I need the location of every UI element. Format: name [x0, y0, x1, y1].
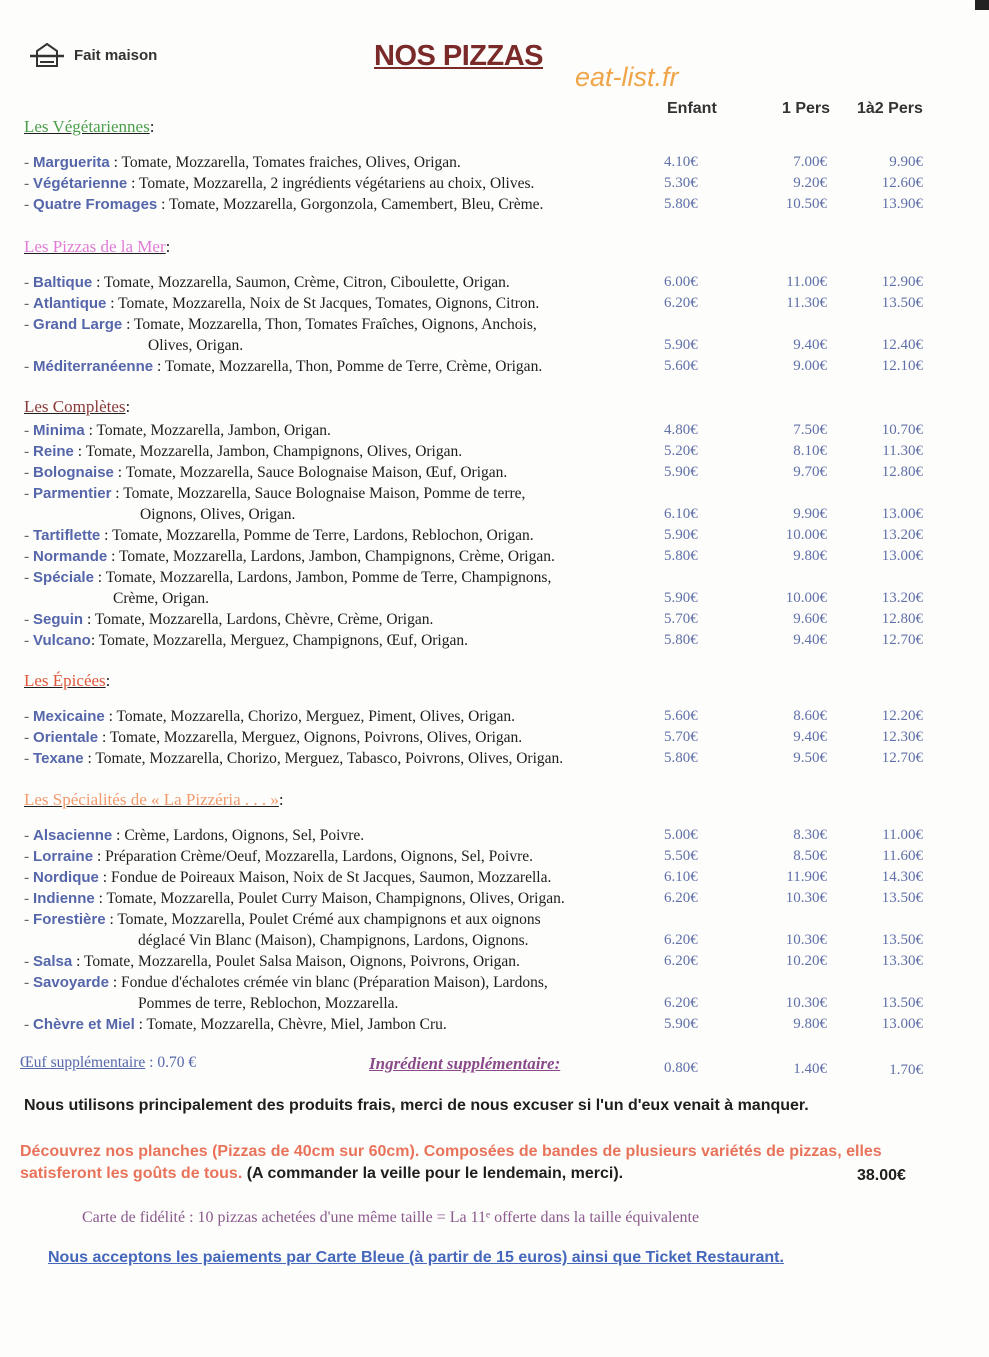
item-name: Nordique — [33, 869, 99, 886]
price-1pers: 10.00€ — [785, 527, 827, 543]
price-1pers: 9.40€ — [793, 632, 827, 648]
item-separator: : — [108, 974, 121, 991]
price-1a2pers: 12.20€ — [881, 708, 923, 724]
item-name: Savoyarde — [33, 974, 109, 991]
price-1a2pers: 13.90€ — [881, 196, 923, 212]
menu-item — [24, 727, 522, 748]
oeuf-supplement-label: Œuf supplémentaire — [20, 1054, 146, 1071]
ingredient-supplement-enfant: 0.80€ — [664, 1060, 698, 1076]
item-name: Marguerita — [33, 154, 110, 171]
item-description: Tomate, Mozzarella, Lardons, Jambon, Champignons, Crème, Origan. — [119, 548, 555, 565]
item-bullet: - — [24, 548, 34, 565]
item-name: Minima — [33, 422, 85, 439]
item-description: Tomate, Mozzarella, Merguez, Champignons, Œuf, Origan. — [98, 632, 468, 649]
item-separator: : — [93, 848, 106, 865]
item-description: Tomate, Mozzarella, Jambon, Origan. — [96, 422, 331, 439]
ingredient-supplement-1pers: 1.40€ — [793, 1061, 827, 1077]
menu-item — [24, 194, 543, 215]
item-separator: : — [83, 750, 96, 767]
item-name: Quatre Fromages — [33, 196, 158, 213]
menu-item — [24, 567, 551, 588]
item-separator: : — [106, 295, 119, 312]
item-name: Parmentier — [33, 485, 112, 502]
item-bullet: - — [24, 632, 34, 649]
section-title-text: Les Végétariennes — [24, 117, 150, 136]
price-1pers: 9.90€ — [793, 506, 827, 522]
fresh-products-note: Nous utilisons principalement des produits frais, merci de nous excuser si l'un d'eux venait à manquer. — [24, 1097, 809, 1114]
item-bullet: - — [24, 274, 34, 291]
item-bullet: - — [24, 485, 34, 502]
section-title-suffix: : — [165, 237, 171, 256]
section-title-suffix: : — [125, 397, 131, 416]
item-separator: : — [111, 485, 124, 502]
item-name: Salsa — [33, 953, 73, 970]
item-separator: : — [98, 869, 111, 886]
price-enfant: 5.90€ — [664, 337, 698, 353]
price-1a2pers: 14.30€ — [881, 869, 923, 885]
item-description: Tomate, Mozzarella, Chèvre, Miel, Jambon Cru. — [146, 1016, 447, 1033]
house-icon — [30, 42, 64, 68]
menu-item — [24, 1014, 447, 1035]
item-name: Orientale — [33, 729, 99, 746]
price-enfant: 6.20€ — [664, 890, 698, 906]
price-1pers: 9.20€ — [793, 175, 827, 191]
item-description-continued: Pommes de terre, Reblochon, Mozzarella. — [138, 995, 399, 1012]
menu-item — [24, 867, 551, 888]
menu-item — [24, 630, 468, 651]
item-separator: : — [134, 1016, 147, 1033]
menu-item — [24, 609, 433, 630]
menu-item — [24, 152, 461, 173]
price-enfant: 6.10€ — [664, 869, 698, 885]
item-description: Préparation Crème/Oeuf, Mozzarella, Lardons, Oignons, Sel, Poivre. — [105, 848, 533, 865]
column-header-1pers: 1 Pers — [782, 100, 831, 117]
item-description: Tomate, Mozzarella, Lardons, Chèvre, Crème, Origan. — [94, 611, 434, 628]
item-description: Tomate, Mozzarella, Gorgonzola, Camembert, Bleu, Crème. — [169, 196, 544, 213]
item-name: Seguin — [33, 611, 84, 628]
price-1a2pers: 13.50€ — [881, 995, 923, 1011]
price-1pers: 9.40€ — [793, 337, 827, 353]
price-1a2pers: 13.50€ — [881, 295, 923, 311]
price-1pers: 11.90€ — [786, 869, 827, 885]
price-1pers: 8.60€ — [793, 708, 827, 724]
item-bullet: - — [24, 569, 34, 586]
section-title-text: Les Spécialités de « La Pizzéria . . . » — [24, 790, 279, 809]
item-bullet: - — [24, 869, 34, 886]
menu-item — [24, 546, 555, 567]
price-enfant: 5.90€ — [664, 464, 698, 480]
menu-item — [24, 888, 565, 909]
item-description: Tomate, Mozzarella, Poulet Curry Maison, Champignons, Olives, Origan. — [106, 890, 565, 907]
item-bullet: - — [24, 953, 34, 970]
price-enfant: 5.90€ — [664, 1016, 698, 1032]
item-bullet: - — [24, 175, 34, 192]
item-description-continued: Olives, Origan. — [148, 337, 244, 354]
payment-note: Nous acceptons les paiements par Carte Bleue (à partir de 15 euros) ainsi que Ticket Restaurant. — [48, 1249, 784, 1266]
planches-price: 38.00€ — [857, 1167, 906, 1184]
item-bullet: - — [24, 295, 34, 312]
item-name: Texane — [33, 750, 84, 767]
item-name: Indienne — [33, 890, 95, 907]
price-1a2pers: 12.90€ — [881, 274, 923, 290]
item-separator: : — [105, 911, 118, 928]
item-bullet: - — [24, 974, 34, 991]
price-enfant: 6.20€ — [664, 995, 698, 1011]
item-description: Tomate, Mozzarella, Noix de St Jacques, Tomates, Oignons, Citron. — [118, 295, 540, 312]
menu-item — [24, 825, 364, 846]
section-title — [24, 117, 154, 137]
oeuf-supplement-price: : 0.70 € — [145, 1054, 197, 1071]
item-description: Tomate, Mozzarella, 2 ingrédients végétariens au choix, Olives. — [139, 175, 535, 192]
price-1a2pers: 9.90€ — [889, 154, 923, 170]
price-1a2pers: 12.80€ — [881, 611, 923, 627]
ingredient-supplement-label: Ingrédient supplémentaire: — [369, 1054, 561, 1073]
price-1a2pers: 12.40€ — [881, 337, 923, 353]
page-title: NOS PIZZAS — [374, 40, 544, 72]
item-bullet: - — [24, 196, 34, 213]
price-1a2pers: 11.30€ — [882, 443, 923, 459]
menu-item — [24, 356, 542, 377]
item-description-continued: déglacé Vin Blanc (Maison), Champignons, Lardons, Oignons. — [138, 932, 529, 949]
section-title — [24, 237, 170, 257]
item-bullet: - — [24, 316, 34, 333]
price-1a2pers: 13.00€ — [881, 1016, 923, 1032]
price-1pers: 10.20€ — [785, 953, 827, 969]
planches-description: Découvrez nos planches (Pizzas de 40cm sur 60cm). Composées de bandes de plusieurs variétés de pizzas, elles satisferont les goûts de tous. — [20, 1143, 882, 1182]
price-1a2pers: 12.70€ — [881, 750, 923, 766]
menu-item — [24, 420, 331, 441]
item-separator: : — [72, 953, 85, 970]
item-name: Végétarienne — [33, 175, 128, 192]
item-bullet: - — [24, 848, 34, 865]
section-title-suffix: : — [278, 790, 284, 809]
item-description: Tomate, Mozzarella, Lardons, Jambon, Pomme de Terre, Champignons, — [105, 569, 552, 586]
price-enfant: 5.80€ — [664, 750, 698, 766]
price-enfant: 5.00€ — [664, 827, 698, 843]
item-description: Tomate, Mozzarella, Pomme de Terre, Lardons, Reblochon, Origan. — [112, 527, 534, 544]
price-1pers: 9.50€ — [793, 750, 827, 766]
price-1a2pers: 13.50€ — [881, 932, 923, 948]
section-title-suffix: : — [149, 117, 155, 136]
item-description: Tomate, Mozzarella, Chorizo, Merguez, Tabasco, Poivrons, Olives, Origan. — [95, 750, 564, 767]
item-description: Tomate, Mozzarella, Saumon, Crème, Citron, Ciboulette, Origan. — [104, 274, 510, 291]
price-1pers: 8.50€ — [793, 848, 827, 864]
price-enfant: 6.20€ — [664, 932, 698, 948]
price-1pers: 8.30€ — [793, 827, 827, 843]
menu-item — [24, 748, 563, 769]
item-name: Spéciale — [33, 569, 94, 586]
item-name: Baltique — [33, 274, 93, 291]
price-1a2pers: 12.60€ — [881, 175, 923, 191]
watermark: eat-list.fr — [575, 62, 679, 92]
price-enfant: 5.70€ — [664, 729, 698, 745]
item-name: Bolognaise — [33, 464, 114, 481]
menu-item — [24, 314, 537, 335]
price-enfant: 6.20€ — [664, 953, 698, 969]
scan-edge-mark — [975, 0, 989, 10]
price-1a2pers: 11.60€ — [882, 848, 923, 864]
price-1a2pers: 12.80€ — [881, 464, 923, 480]
item-bullet: - — [24, 422, 34, 439]
price-1a2pers: 12.10€ — [881, 358, 923, 374]
item-name: Grand Large — [33, 316, 123, 333]
item-separator: : — [107, 548, 120, 565]
item-separator: : — [112, 827, 125, 844]
price-1pers: 10.30€ — [785, 932, 827, 948]
price-1pers: 9.80€ — [793, 548, 827, 564]
item-separator: : — [90, 632, 99, 649]
item-name: Chèvre et Miel — [33, 1016, 135, 1033]
price-1pers: 8.10€ — [793, 443, 827, 459]
menu-item — [24, 909, 541, 930]
item-separator: : — [127, 175, 140, 192]
section-title — [24, 790, 284, 810]
item-description: Tomate, Mozzarella, Merguez, Oignons, Poivrons, Olives, Origan. — [109, 729, 523, 746]
item-description: Crème, Lardons, Oignons, Sel, Poivre. — [124, 827, 365, 844]
item-separator: : — [113, 464, 126, 481]
item-name: Forestière — [33, 911, 106, 928]
price-enfant: 5.30€ — [664, 175, 698, 191]
price-1pers: 9.60€ — [793, 611, 827, 627]
item-bullet: - — [24, 611, 34, 628]
item-name: Vulcano — [33, 632, 91, 649]
section-title-suffix: : — [105, 671, 111, 690]
item-bullet: - — [24, 154, 34, 171]
menu-item — [24, 441, 462, 462]
item-bullet: - — [24, 750, 34, 767]
price-1a2pers: 13.50€ — [881, 890, 923, 906]
item-name: Tartiflette — [33, 527, 101, 544]
fidelite-note: Carte de fidélité : 10 pizzas achetées d'une même taille = La 11ᵉ offerte dans la taille équivalente — [82, 1209, 700, 1226]
item-description: Tomate, Mozzarella, Thon, Tomates Fraîches, Oignons, Anchois, — [134, 316, 537, 333]
section-title-text: Les Épicées — [24, 671, 106, 690]
item-bullet: - — [24, 358, 34, 375]
ingredient-supplement-1a2pers: 1.70€ — [889, 1062, 923, 1078]
price-1pers: 9.40€ — [793, 729, 827, 745]
item-description: Tomate, Mozzarella, Thon, Pomme de Terre, Crème, Origan. — [164, 358, 543, 375]
price-1pers: 10.30€ — [785, 995, 827, 1011]
item-separator: : — [153, 358, 165, 375]
price-enfant: 5.80€ — [664, 548, 698, 564]
price-enfant: 5.60€ — [664, 358, 698, 374]
price-1a2pers: 12.70€ — [881, 632, 923, 648]
item-bullet: - — [24, 1016, 34, 1033]
price-1pers: 11.00€ — [786, 274, 827, 290]
fait-maison-text: Fait maison — [74, 46, 158, 64]
price-enfant: 6.20€ — [664, 295, 698, 311]
column-header-enfant: Enfant — [667, 100, 717, 117]
price-1pers: 10.50€ — [785, 196, 827, 212]
price-1a2pers: 10.70€ — [881, 422, 923, 438]
item-name: Mexicaine — [33, 708, 105, 725]
price-1a2pers: 13.00€ — [881, 506, 923, 522]
item-separator: : — [98, 729, 110, 746]
item-description: Fondue d'échalotes crémée vin blanc (Préparation Maison), Lardons, — [121, 974, 548, 991]
item-separator: : — [122, 316, 135, 333]
item-name: Lorraine — [33, 848, 94, 865]
item-separator: : — [109, 154, 122, 171]
price-enfant: 5.80€ — [664, 196, 698, 212]
item-separator: : — [94, 890, 107, 907]
menu-item — [24, 972, 548, 993]
price-1pers: 11.30€ — [786, 295, 827, 311]
item-bullet: - — [24, 527, 34, 544]
item-separator: : — [73, 443, 86, 460]
item-description: Fondue de Poireaux Maison, Noix de St Jacques, Saumon, Mozzarella. — [110, 869, 552, 886]
price-1pers: 7.50€ — [793, 422, 827, 438]
planches-order-note: (A commander la veille pour le lendemain, merci). — [242, 1165, 624, 1182]
section-title — [24, 397, 130, 417]
price-enfant: 4.80€ — [664, 422, 698, 438]
planches-note — [20, 1141, 930, 1185]
menu-item — [24, 293, 539, 314]
item-description-continued: Oignons, Olives, Origan. — [140, 506, 296, 523]
price-1pers: 9.80€ — [793, 1016, 827, 1032]
item-name: Alsacienne — [33, 827, 113, 844]
section-title-text: Les Pizzas de la Mer — [24, 237, 166, 256]
item-description: Tomate, Mozzarella, Poulet Salsa Maison, Oignons, Poivrons, Origan. — [84, 953, 520, 970]
menu-item — [24, 846, 533, 867]
menu-item — [24, 272, 510, 293]
price-enfant: 5.50€ — [664, 848, 698, 864]
item-bullet: - — [24, 464, 34, 481]
menu-item — [24, 483, 525, 504]
menu-item — [24, 525, 534, 546]
price-enfant: 6.10€ — [664, 506, 698, 522]
price-1a2pers: 11.00€ — [882, 827, 923, 843]
menu-item — [24, 173, 534, 194]
price-1pers: 10.30€ — [785, 890, 827, 906]
item-separator: : — [104, 708, 117, 725]
fait-maison-label — [30, 42, 157, 68]
section-title — [24, 671, 110, 691]
menu-item — [24, 706, 515, 727]
item-separator: : — [83, 611, 95, 628]
section-title-text: Les Complètes — [24, 397, 126, 416]
item-name: Méditerranéenne — [33, 358, 154, 375]
item-name: Atlantique — [33, 295, 107, 312]
price-1a2pers: 13.20€ — [881, 590, 923, 606]
item-separator: : — [100, 527, 113, 544]
price-1a2pers: 12.30€ — [881, 729, 923, 745]
item-name: Reine — [33, 443, 74, 460]
item-bullet: - — [24, 729, 34, 746]
price-enfant: 5.90€ — [664, 527, 698, 543]
item-separator: : — [157, 196, 170, 213]
item-separator: : — [93, 569, 106, 586]
item-description: Tomate, Mozzarella, Jambon, Champignons, Olives, Origan. — [85, 443, 463, 460]
item-description: Tomate, Mozzarella, Poulet Crémé aux champignons et aux oignons — [117, 911, 541, 928]
price-1a2pers: 13.20€ — [881, 527, 923, 543]
column-header-1a2pers: 1à2 Pers — [857, 100, 923, 117]
item-description: Tomate, Mozzarella, Sauce Bolognaise Maison, Pomme de terre, — [123, 485, 526, 502]
price-1a2pers: 13.00€ — [881, 548, 923, 564]
price-1pers: 9.70€ — [793, 464, 827, 480]
price-1pers: 7.00€ — [793, 154, 827, 170]
price-enfant: 5.90€ — [664, 590, 698, 606]
price-enfant: 5.20€ — [664, 443, 698, 459]
item-bullet: - — [24, 890, 34, 907]
item-bullet: - — [24, 708, 34, 725]
item-bullet: - — [24, 911, 34, 928]
item-description: Tomate, Mozzarella, Tomates fraiches, Olives, Origan. — [121, 154, 461, 171]
price-1pers: 9.00€ — [793, 358, 827, 374]
price-enfant: 5.80€ — [664, 632, 698, 648]
price-enfant: 6.00€ — [664, 274, 698, 290]
menu-item — [24, 951, 520, 972]
item-description-continued: Crème, Origan. — [113, 590, 209, 607]
item-separator: : — [84, 422, 97, 439]
price-enfant: 5.70€ — [664, 611, 698, 627]
price-1a2pers: 13.30€ — [881, 953, 923, 969]
item-bullet: - — [24, 443, 34, 460]
oeuf-supplement — [20, 1054, 196, 1072]
price-enfant: 5.60€ — [664, 708, 698, 724]
item-description: Tomate, Mozzarella, Chorizo, Merguez, Piment, Olives, Origan. — [116, 708, 516, 725]
price-1pers: 10.00€ — [785, 590, 827, 606]
item-name: Normande — [33, 548, 108, 565]
item-bullet: - — [24, 827, 34, 844]
price-enfant: 4.10€ — [664, 154, 698, 170]
menu-item — [24, 462, 507, 483]
item-separator: : — [92, 274, 105, 291]
item-description: Tomate, Mozzarella, Sauce Bolognaise Maison, Œuf, Origan. — [125, 464, 508, 481]
